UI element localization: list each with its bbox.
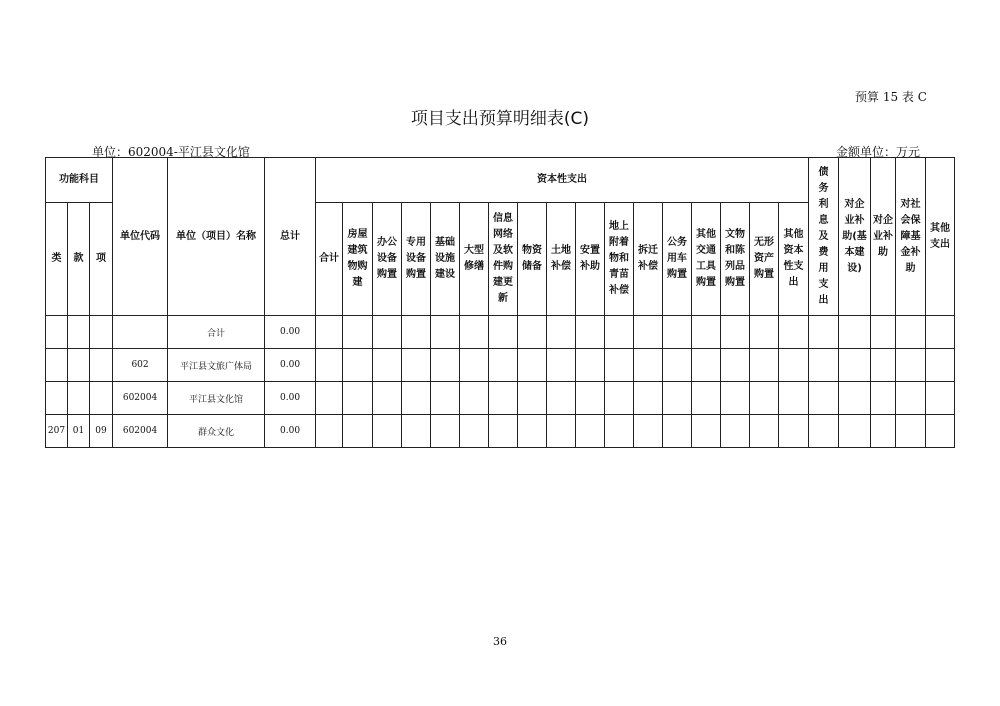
empty-cell [518, 316, 547, 349]
capital-col-header [721, 203, 750, 316]
other-expenditure-header [926, 158, 955, 316]
empty-cell [316, 349, 343, 382]
empty-cell [721, 382, 750, 415]
xiang-cell: 09 [90, 415, 113, 448]
empty-cell [634, 382, 663, 415]
capital-col-header [489, 203, 518, 316]
empty-cell [489, 382, 518, 415]
empty-cell [431, 316, 460, 349]
empty-cell [547, 382, 576, 415]
empty-cell [839, 316, 871, 349]
capital-expenditure-header: 资本性支出 [316, 158, 809, 203]
capital-col-label: 房屋建筑物购建 [347, 229, 368, 288]
empty-cell [871, 382, 896, 415]
empty-cell [605, 382, 634, 415]
empty-cell [518, 349, 547, 382]
form-code: 预算 15 表 C [855, 90, 927, 104]
capital-col-label: 土地补偿 [551, 245, 572, 272]
empty-cell [431, 382, 460, 415]
empty-cell [547, 415, 576, 448]
empty-cell [402, 382, 431, 415]
table-row [46, 415, 955, 448]
empty-cell [605, 349, 634, 382]
empty-cell [343, 382, 373, 415]
capital-col-header [750, 203, 779, 316]
capital-col-label: 文物和陈列品购置 [725, 229, 746, 288]
empty-cell [663, 349, 692, 382]
capital-col-header [402, 203, 431, 316]
empty-cell [926, 382, 955, 415]
function-subject-header: 功能科目 [46, 158, 113, 203]
empty-cell [576, 415, 605, 448]
other-expenditure-label: 其他支出 [930, 222, 951, 250]
empty-cell [634, 316, 663, 349]
empty-cell [750, 415, 779, 448]
capital-col-label: 大型修缮 [464, 245, 485, 272]
table-row [46, 349, 955, 382]
table-row [46, 316, 955, 349]
capital-col-header [460, 203, 489, 316]
empty-cell [896, 316, 926, 349]
empty-cell [750, 382, 779, 415]
empty-cell [373, 349, 402, 382]
empty-cell [634, 415, 663, 448]
empty-cell [926, 349, 955, 382]
capital-col-header [343, 203, 373, 316]
empty-cell [460, 316, 489, 349]
capital-col-label: 安置补助 [580, 245, 601, 272]
empty-cell [871, 316, 896, 349]
empty-cell [460, 349, 489, 382]
empty-cell [871, 415, 896, 448]
kuan-cell [68, 382, 90, 415]
total-cell: 0.00 [265, 415, 316, 448]
social-security-label: 对社会保障基金补助 [900, 198, 921, 274]
empty-cell [605, 415, 634, 448]
empty-cell [809, 349, 839, 382]
capital-col-header [605, 203, 634, 316]
capital-col-label: 专用设备购置 [406, 237, 427, 280]
unit-name-cell: 合计 [168, 316, 265, 349]
kuan-cell [68, 316, 90, 349]
kuan-cell [68, 349, 90, 382]
empty-cell [721, 415, 750, 448]
total-cell: 0.00 [265, 316, 316, 349]
lei-cell [46, 316, 68, 349]
empty-cell [663, 316, 692, 349]
capital-col-label: 无形资产购置 [754, 237, 775, 280]
empty-cell [343, 349, 373, 382]
unit-code-cell: 602004 [113, 382, 168, 415]
empty-cell [896, 415, 926, 448]
capital-col-label: 基础设施建设 [435, 237, 456, 280]
empty-cell [721, 349, 750, 382]
xiang-header: 项 [90, 203, 113, 316]
table-row [46, 382, 955, 415]
capital-col-label: 物资储备 [522, 245, 543, 272]
empty-cell [926, 415, 955, 448]
unit-code-cell: 602004 [113, 415, 168, 448]
empty-cell [721, 316, 750, 349]
page-title: 项目支出预算明细表(C) [410, 109, 590, 129]
enterprise-subsidy-label: 对企业补助 [873, 214, 894, 258]
empty-cell [692, 316, 721, 349]
empty-cell [518, 415, 547, 448]
empty-cell [431, 349, 460, 382]
empty-cell [605, 316, 634, 349]
empty-cell [896, 382, 926, 415]
capital-col-label: 办公设备购置 [377, 237, 398, 280]
capital-col-label: 拆迁补偿 [638, 245, 659, 272]
capital-col-label: 信息网络及软件购建更新 [493, 213, 514, 304]
enterprise-capital-header [839, 158, 871, 316]
empty-cell [402, 349, 431, 382]
empty-cell [809, 316, 839, 349]
empty-cell [839, 415, 871, 448]
lei-cell [46, 349, 68, 382]
debt-interest-label: 债务利息及费用支出 [818, 166, 829, 306]
empty-cell [576, 382, 605, 415]
empty-cell [576, 349, 605, 382]
capital-col-header [547, 203, 576, 316]
empty-cell [692, 382, 721, 415]
page-number: 36 [493, 635, 507, 648]
empty-cell [634, 349, 663, 382]
empty-cell [692, 349, 721, 382]
lei-cell [46, 382, 68, 415]
lei-header: 类 [46, 203, 68, 316]
xiang-cell [90, 316, 113, 349]
kuan-header: 款 [68, 203, 90, 316]
empty-cell [839, 349, 871, 382]
empty-cell [779, 382, 809, 415]
xiang-cell [90, 349, 113, 382]
empty-cell [316, 415, 343, 448]
unit-code-header: 单位代码 [113, 158, 168, 316]
capital-col-header [316, 203, 343, 316]
unit-name-cell: 平江县文旅广体局 [168, 349, 265, 382]
empty-cell [547, 316, 576, 349]
capital-col-header [692, 203, 721, 316]
empty-cell [431, 415, 460, 448]
kuan-cell: 01 [68, 415, 90, 448]
capital-col-label: 地上附着物和青苗补偿 [609, 221, 630, 296]
empty-cell [926, 316, 955, 349]
empty-cell [518, 382, 547, 415]
social-security-header [896, 158, 926, 316]
empty-cell [809, 415, 839, 448]
capital-col-label: 其他资本性支出 [783, 229, 804, 288]
empty-cell [343, 316, 373, 349]
empty-cell [663, 415, 692, 448]
empty-cell [402, 415, 431, 448]
empty-cell [373, 415, 402, 448]
debt-interest-header [809, 158, 839, 316]
capital-col-header [634, 203, 663, 316]
empty-cell [663, 382, 692, 415]
amount-unit-label: 金额单位：万元 [836, 145, 921, 159]
empty-cell [779, 316, 809, 349]
empty-cell [460, 382, 489, 415]
empty-cell [692, 415, 721, 448]
empty-cell [779, 349, 809, 382]
capital-col-header [431, 203, 460, 316]
empty-cell [460, 415, 489, 448]
empty-cell [839, 382, 871, 415]
total-header: 总计 [265, 158, 316, 316]
empty-cell [316, 382, 343, 415]
empty-cell [489, 316, 518, 349]
capital-col-label: 公务用车购置 [667, 237, 688, 280]
empty-cell [547, 349, 576, 382]
xiang-cell [90, 382, 113, 415]
unit-code-cell [113, 316, 168, 349]
capital-col-header [576, 203, 605, 316]
empty-cell [316, 316, 343, 349]
enterprise-subsidy-header [871, 158, 896, 316]
empty-cell [750, 316, 779, 349]
empty-cell [402, 316, 431, 349]
lei-cell: 207 [46, 415, 68, 448]
unit-label: 单位：602004-平江县文化馆 [92, 145, 250, 159]
empty-cell [809, 382, 839, 415]
unit-code-cell: 602 [113, 349, 168, 382]
unit-name-cell: 群众文化 [168, 415, 265, 448]
capital-col-header [518, 203, 547, 316]
capital-col-label: 其他交通工具购置 [696, 229, 717, 288]
total-cell: 0.00 [265, 382, 316, 415]
empty-cell [576, 316, 605, 349]
capital-col-header [663, 203, 692, 316]
empty-cell [489, 415, 518, 448]
empty-cell [373, 316, 402, 349]
budget-table [45, 157, 955, 448]
empty-cell [373, 382, 402, 415]
empty-cell [343, 415, 373, 448]
empty-cell [871, 349, 896, 382]
capital-col-header [373, 203, 402, 316]
capital-col-header [779, 203, 809, 316]
enterprise-capital-label: 对企业补助(基本建设) [842, 198, 867, 274]
empty-cell [489, 349, 518, 382]
unit-name-cell: 平江县文化馆 [168, 382, 265, 415]
empty-cell [896, 349, 926, 382]
unit-name-header: 单位（项目）名称 [168, 158, 265, 316]
capital-col-label: 合计 [319, 253, 340, 264]
total-cell: 0.00 [265, 349, 316, 382]
empty-cell [750, 349, 779, 382]
empty-cell [779, 415, 809, 448]
